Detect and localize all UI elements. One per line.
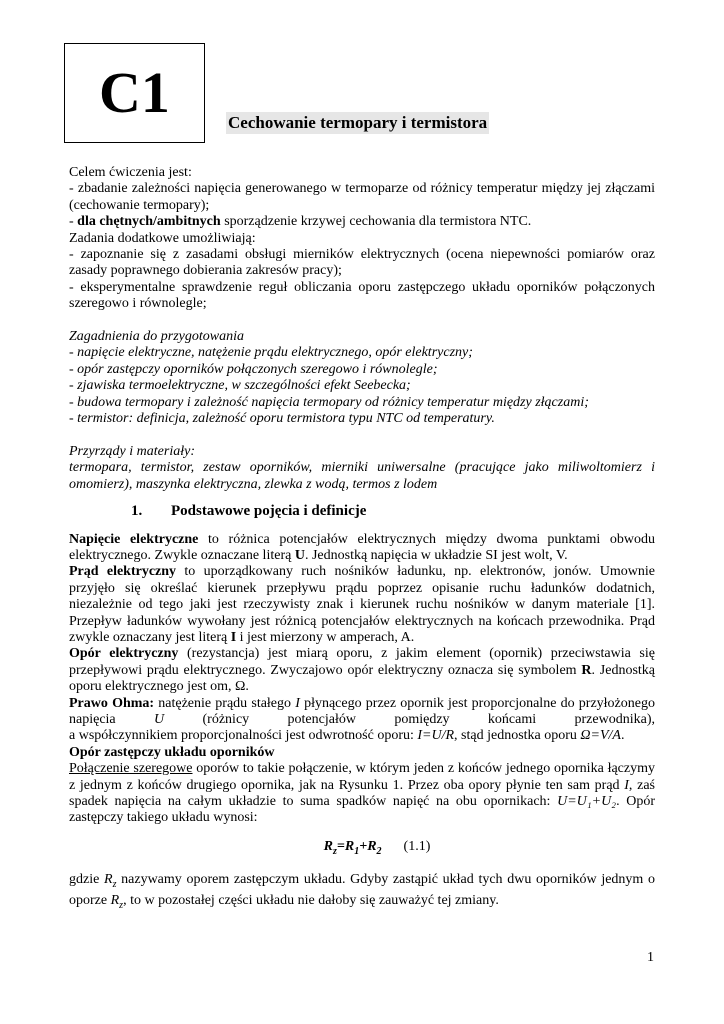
ohm-law (69, 696, 655, 729)
closing-rz: $R_z$ (104, 872, 117, 890)
ohm-formula: I=U/R (417, 728, 455, 744)
equipment-list (69, 460, 655, 493)
series-text: oporów to takie połączenie, w którym jeden z końców jednego opornika łączymy z jednym z końców drugiego opornika, jak na Rysunku 1. Przez oba opory płynie ten sam prąd (69, 761, 655, 793)
voltage-symbol: U (294, 547, 305, 563)
ohm-text: płynącego przez opornik jest proporcjonalne do przyłożonego napięcia (69, 695, 655, 727)
aim-item-1: - zbadanie zależności napięcia generowanego w termoparze od różnicy temperatur między jej złączami (cechowanie termopary); (69, 181, 655, 213)
current-definition (69, 564, 655, 646)
ohm-text: a współczynnikiem proporcjonalności jest odwrotność oporu: (69, 728, 418, 744)
topic-item-text: - zjawiska termoelektryczne, w szczególności efekt Seebecka; (69, 378, 411, 394)
series-formula: U=U₁+U₂ (557, 794, 617, 809)
resistance-definition (69, 646, 655, 695)
closing-text: , to w pozostałej części układu nie dałoby się zauważyć tej zmiany. (123, 893, 499, 909)
closing-paragraph (69, 872, 655, 914)
resistance-text: . Jednostką oporu elektrycznego jest om, Ω. (69, 662, 655, 695)
current-text: i jest mierzony w amperach, A. (236, 629, 415, 645)
topics-heading-text: Zagadnienia do przygotowania (69, 329, 245, 345)
voltage-term: Napięcie elektryczne (69, 531, 199, 547)
section-heading (131, 503, 655, 519)
ohm-symbol: I (295, 695, 300, 711)
equipment-heading (69, 444, 655, 460)
series-text: . Opór zastępczy takiego układu wynosi: (69, 794, 655, 826)
topic-item (69, 395, 655, 411)
document-body (69, 165, 655, 914)
series-connection (69, 761, 655, 827)
ohm-text: . (621, 728, 625, 744)
exercise-code-box (64, 43, 205, 143)
ohm-unit: Ω=V/A (580, 728, 621, 744)
equivalent-resistance-heading (69, 745, 655, 761)
extra-item-1: - zapoznanie się z zasadami obsługi mierników elektrycznych (ocena niepewności pomiarów oraz zasady poprawnego dobierania zakresów pracy); (69, 247, 655, 279)
extra-intro: Zadania dodatkowe umożliwiają: (69, 230, 256, 246)
topic-item-text: - termistor: definicja, zależność oporu termistora typu NTC od temperatury. (69, 411, 495, 427)
topic-item (69, 362, 655, 378)
closing-text: gdzie (69, 872, 104, 888)
voltage-text: to różnica potencjałów elektrycznych między dwoma punktami obwodu elektrycznego. Zwykle oznaczane literą (69, 531, 655, 563)
resistance-term: Opór elektryczny (69, 646, 179, 662)
current-term: Prąd elektryczny (69, 564, 177, 580)
exercise-code: C1 (99, 60, 170, 125)
aim-item-2-rest: sporządzenie krzywej cechowania dla termistora NTC. (220, 214, 532, 230)
closing-text: nazywamy oporem zastępczym układu. Gdyby zastąpić układ tych dwu oporników jednym o oporze (69, 872, 655, 909)
aims-intro: Celem ćwiczenia jest: (69, 165, 192, 180)
ohm-text: , stąd jednostka oporu (454, 728, 581, 744)
topic-item (69, 411, 655, 427)
topic-item (69, 345, 655, 361)
ohm-text: natężenie prądu stałego (154, 695, 296, 711)
resistance-symbol: R (581, 662, 592, 678)
ohm-term: Prawo Ohma: (69, 695, 155, 711)
topic-item-text: - napięcie elektryczne, natężenie prądu elektrycznego, opór elektryczny; (69, 345, 473, 361)
equipment-heading-text: Przyrządy i materiały: (69, 443, 195, 459)
formula-1-1 (69, 839, 655, 860)
equivalent-resistance-heading-text: Opór zastępczy układu oporników (69, 744, 275, 760)
closing-rz: $R_z$ (110, 893, 124, 912)
current-symbol: I (230, 629, 237, 645)
topic-item (69, 378, 655, 394)
topics-heading (69, 329, 655, 345)
ohm-text: (różnicy potencjałów pomiędzy końcami przewodnika), (164, 711, 655, 727)
voltage-definition (69, 532, 655, 565)
series-symbol: I (624, 777, 629, 793)
page-number: 1 (647, 950, 654, 965)
series-term: Połączenie szeregowe (69, 761, 193, 777)
voltage-text: . Jednostką napięcia w układzie SI jest wolt, V. (304, 547, 568, 563)
series-text: , zaś spadek napięcia na całym układzie to suma spadków napięć na obu opornikach: (69, 777, 655, 809)
document-title: Cechowanie termopary i termistora (228, 113, 488, 132)
equipment-list-text: termopara, termistor, zestaw oporników, mierniki uniwersalne (pracujące jako miliwoltomierz i omomierz), maszynka elektryczna, zlewka z wodą, termos z lodem (69, 460, 655, 492)
resistance-text: (rezystancja) jest miarą oporu, z jakim element (opornik) przeciwstawia się przepływowi prądu elektrycznego. Zwyczajowo opór elektryczny oznacza się symbolem (69, 646, 655, 678)
aim-item-2-bold: dla chętnych/ambitnych (77, 214, 221, 230)
section-title: Podstawowe pojęcia i definicje (171, 503, 367, 520)
aim-item-2-prefix: - (69, 214, 78, 230)
formula-expression: $R_z=R_1+R_2$ (323, 838, 382, 857)
topic-item-text: - opór zastępczy oporników połączonych szeregowo i równolegle; (69, 361, 438, 377)
current-text: to uporządkowany ruch nośników ładunku, np. elektronów, jonów. Umownie przyjęło się określać kierunek przepływu prądu poprzez opisanie ruchu ładunków dodatnich, niezależnie od tego jaki jest rzeczywisty znak i kierunek ruchu nośników w danym materiale [1]. Przepływ ładunków wywołany jest różnicą potencjałów elektrycznych na końcach przewodnika. Prąd zwykle oznaczany jest literą (69, 564, 655, 645)
ohm-law-cont (69, 728, 655, 744)
extra-item-2: - eksperymentalne sprawdzenie reguł obliczania oporu zastępczego układu oporników połączonych szeregowo i równolegle; (69, 279, 655, 312)
formula-number: (1.1) (403, 838, 431, 854)
ohm-symbol: U (154, 711, 165, 727)
topic-item-text: - budowa termopary i zależność napięcia termopary od różnicy temperatur między złączami; (69, 394, 589, 410)
section-number: 1. (131, 503, 143, 520)
aim-item-2 (69, 214, 655, 230)
